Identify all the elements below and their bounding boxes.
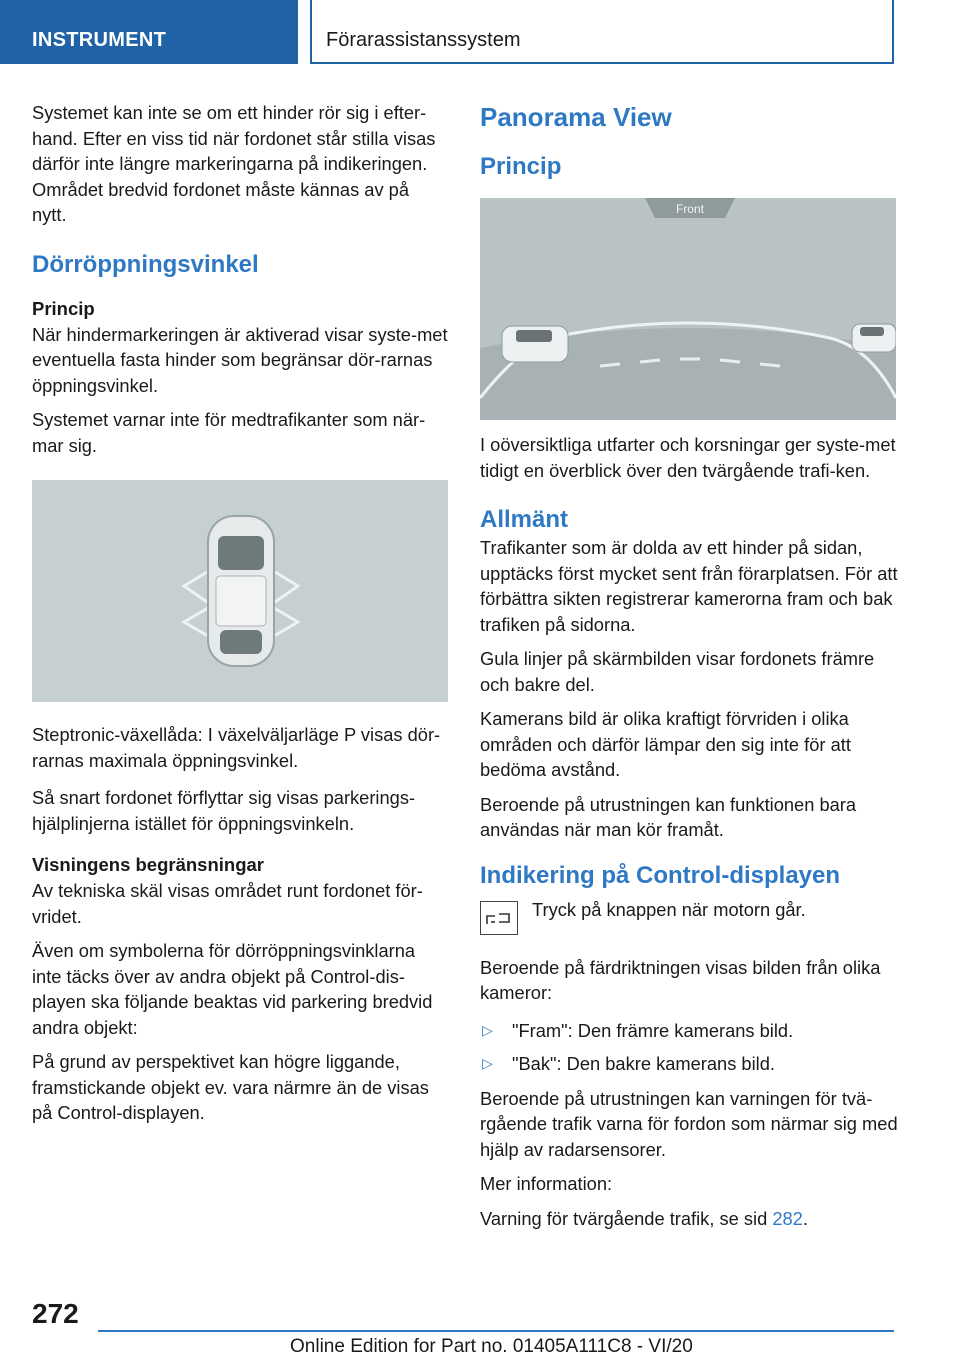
header-chapter: Förarassistanssystem	[326, 29, 521, 51]
footer-edition: Online Edition for Part no. 01405A111C8 - VI/20	[290, 1336, 693, 1357]
princip-subheading: Princip	[32, 297, 95, 319]
general-heading: Allmänt	[480, 506, 569, 533]
bullet-rear-text: "Bak": Den bakre kamerans bild.	[512, 1053, 775, 1074]
general-paragraph-3: Kamerans bild är olika kraftigt förvriden i olika områden och därför lämpar den sig inte för att bedöma avstånd.	[480, 708, 851, 780]
left-column	[32, 100, 448, 1126]
bullet-front-text: "Fram": Den främre kamerans bild.	[512, 1019, 794, 1041]
header-chapter-tab	[310, 0, 894, 64]
bullet-front	[480, 1018, 898, 1044]
press-button-row	[480, 895, 898, 935]
panorama-camera-image	[480, 198, 896, 420]
bullet-rear	[480, 1051, 898, 1077]
press-button-text: Tryck på knappen när motorn går.	[532, 898, 806, 920]
crossing-warning-paragraph	[480, 1206, 898, 1232]
steptronic-paragraph: Steptronic-växellåda: I växelväljarläge P visas dör-rarnas maximala öppningsvinkel.	[32, 724, 441, 771]
limits-paragraph-3: På grund av perspektivet kan högre liggande, framstickande objekt ev. vara närmre än de visas på Control-displayen.	[32, 1051, 429, 1123]
intro-paragraph: Systemet kan inte se om ett hinder rör sig i efter-hand. Efter en viss tid när fordonet står stilla visas därför inte längre markeringarna på indikeringen. Området bredvid fordonet måste kännas av på nytt.	[32, 102, 436, 225]
page-link-282[interactable]: 282	[772, 1207, 803, 1229]
header-section-tab	[0, 0, 298, 64]
more-info-text: Mer information:	[480, 1173, 613, 1194]
door-angle-illustration	[32, 480, 448, 702]
panorama-princip-paragraph: I oöversiktliga utfarter och korsningar ger syste-met tidigt en överblick över den tvärgående trafi-ken.	[480, 434, 896, 481]
limits-paragraph-2: Även om symbolerna för dörröppningsvinklarna inte täcks över av andra objekt på Control-dis-playen ska följande beaktas vid parkering bredvid andra objekt:	[32, 940, 433, 1038]
direction-paragraph: Beroende på färdriktningen visas bilden från olika kameror:	[480, 956, 881, 1003]
car-left-icon	[502, 326, 568, 362]
door-angle-heading: Dörröppningsvinkel	[32, 250, 259, 278]
crossing-warning-end: .	[802, 1207, 808, 1229]
princip-paragraph-1: När hindermarkeringen är aktiverad visar syste-met eventuella fasta hinder som begränsar dör-rarnas öppningsvinkel.	[32, 323, 448, 396]
footer-divider	[98, 1330, 894, 1332]
car-right-icon	[852, 324, 896, 352]
indication-heading: Indikering på Control-displayen	[480, 861, 841, 889]
car-top-view-image	[32, 480, 448, 702]
right-column	[480, 100, 898, 1231]
camera-button-icon	[480, 901, 518, 935]
panorama-princip-heading: Princip	[480, 153, 562, 180]
general-paragraph-2: Gula linjer på skärmbilden visar fordonets främre och bakre del.	[480, 648, 875, 695]
general-paragraph-4: Beroende på utrustningen kan funktionen bara användas när man kör framåt.	[480, 793, 857, 840]
as-soon-paragraph: Så snart fordonet förflyttar sig visas parkerings-hjälplinjerna istället för öppningsvinkeln.	[32, 787, 416, 834]
header-section: INSTRUMENT	[32, 29, 167, 51]
bullet-triangle-icon: ▷	[482, 1021, 493, 1038]
panorama-heading: Panorama View	[480, 102, 672, 132]
page-number: 272	[32, 1298, 79, 1329]
limits-paragraph-1: Av tekniska skäl visas området runt fordonet för-vridet.	[32, 880, 423, 927]
princip-paragraph-2: Systemet varnar inte för medtrafikanter som när-mar sig.	[32, 409, 426, 456]
front-label: Front	[675, 202, 705, 216]
warning-paragraph: Beroende på utrustningen kan varningen för tvä-rgående trafik varna för fordon som närmar sig med hjälp av radarsensorer.	[480, 1087, 898, 1160]
bullet-triangle-icon: ▷	[482, 1055, 493, 1071]
general-paragraph-1: Trafikanter som är dolda av ett hinder på sidan, upptäcks först mycket sent från förarplatsen. För att förbättra sikten registrerar kamerorna fram och bak trafiken på sidorna.	[480, 537, 898, 635]
panorama-view-image	[480, 198, 896, 420]
limits-subheading: Visningens begränsningar	[32, 854, 264, 875]
crossing-warning-text: Varning för tvärgående trafik, se sid	[480, 1207, 773, 1229]
